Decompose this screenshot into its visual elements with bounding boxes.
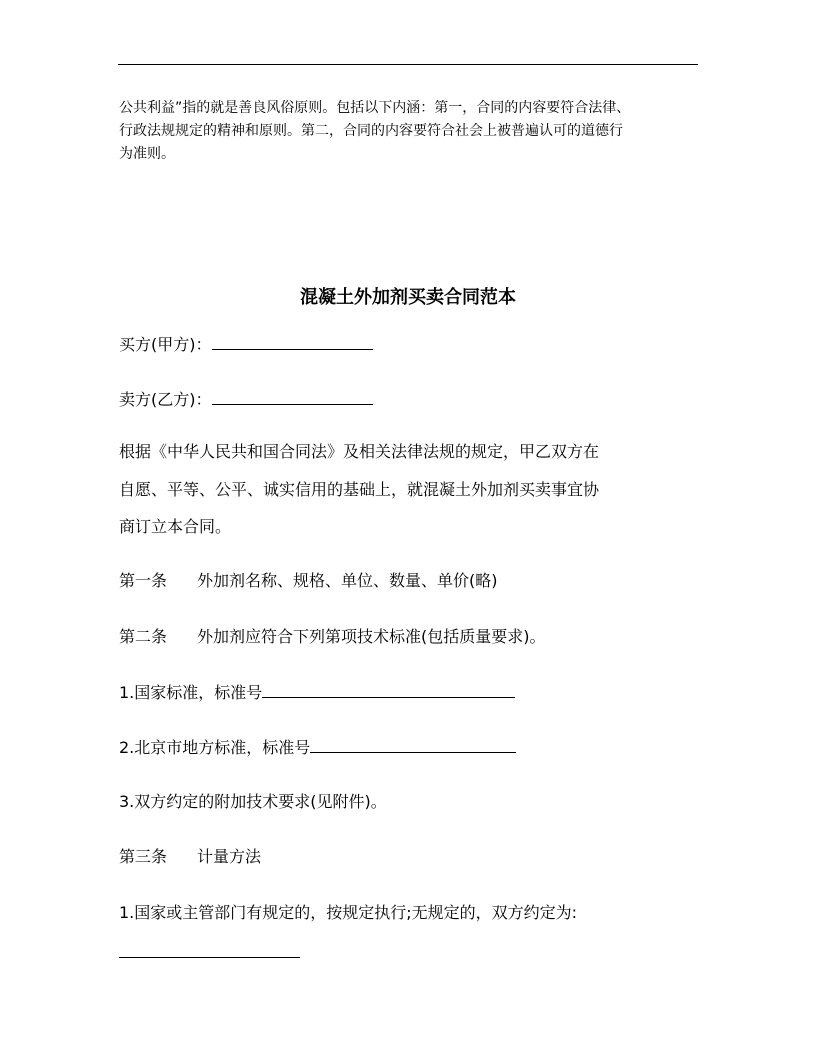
- article-label: 第三条: [119, 847, 168, 866]
- preamble-line: 自愿、平等、公平、诚实信用的基础上，就混凝土外加剂买卖事宜协: [119, 480, 600, 499]
- seller-label: 卖方(乙方)：: [119, 390, 212, 409]
- measure-rule-line: 1.国家或主管部门有规定的，按规定执行;无规定的，双方约定为:: [119, 903, 578, 922]
- buyer-line: [119, 333, 373, 356]
- standard-national-label: 1.国家标准，标准号: [119, 683, 263, 702]
- contract-title: 混凝土外加剂买卖合同范本: [300, 287, 516, 308]
- standard-extra-line: 3.双方约定的附加技术要求(见附件)。: [119, 792, 387, 811]
- buyer-label: 买方(甲方)：: [119, 335, 212, 354]
- standard-national-line: [119, 681, 515, 704]
- article-1: [119, 570, 498, 592]
- standard-beijing-blank[interactable]: [310, 736, 516, 753]
- article-text: 外加剂名称、规格、单位、数量、单价(略): [197, 571, 498, 590]
- standard-beijing-label: 2.北京市地方标准，标准号: [119, 738, 311, 757]
- buyer-blank[interactable]: [212, 333, 373, 350]
- preamble-line: 根据《中华人民共和国合同法》及相关法律法规的规定，甲乙双方在: [119, 442, 600, 461]
- intro-line: 为准则。: [119, 146, 175, 162]
- intro-line: 公共利益”指的就是善良风俗原则。包括以下内涵：第一，合同的内容要符合法律、: [119, 100, 631, 116]
- article-label: 第一条: [119, 571, 168, 590]
- standard-beijing-line: [119, 736, 516, 759]
- article-2: [119, 626, 546, 648]
- intro-line: 行政法规规定的精神和原则。第二，合同的内容要符合社会上被普遍认可的道德行: [119, 123, 623, 139]
- article-text: 外加剂应符合下列第项技术标准(包括质量要求)。: [197, 627, 546, 646]
- standard-national-blank[interactable]: [262, 681, 515, 698]
- measure-rule-blank[interactable]: [119, 957, 300, 958]
- seller-line: [119, 388, 373, 411]
- article-3: [119, 846, 261, 868]
- article-text: 计量方法: [197, 847, 262, 866]
- header-rule: [118, 64, 698, 65]
- seller-blank[interactable]: [212, 388, 373, 405]
- article-label: 第二条: [119, 627, 168, 646]
- preamble-line: 商订立本合同。: [119, 517, 232, 536]
- intro-paragraph: [119, 97, 709, 166]
